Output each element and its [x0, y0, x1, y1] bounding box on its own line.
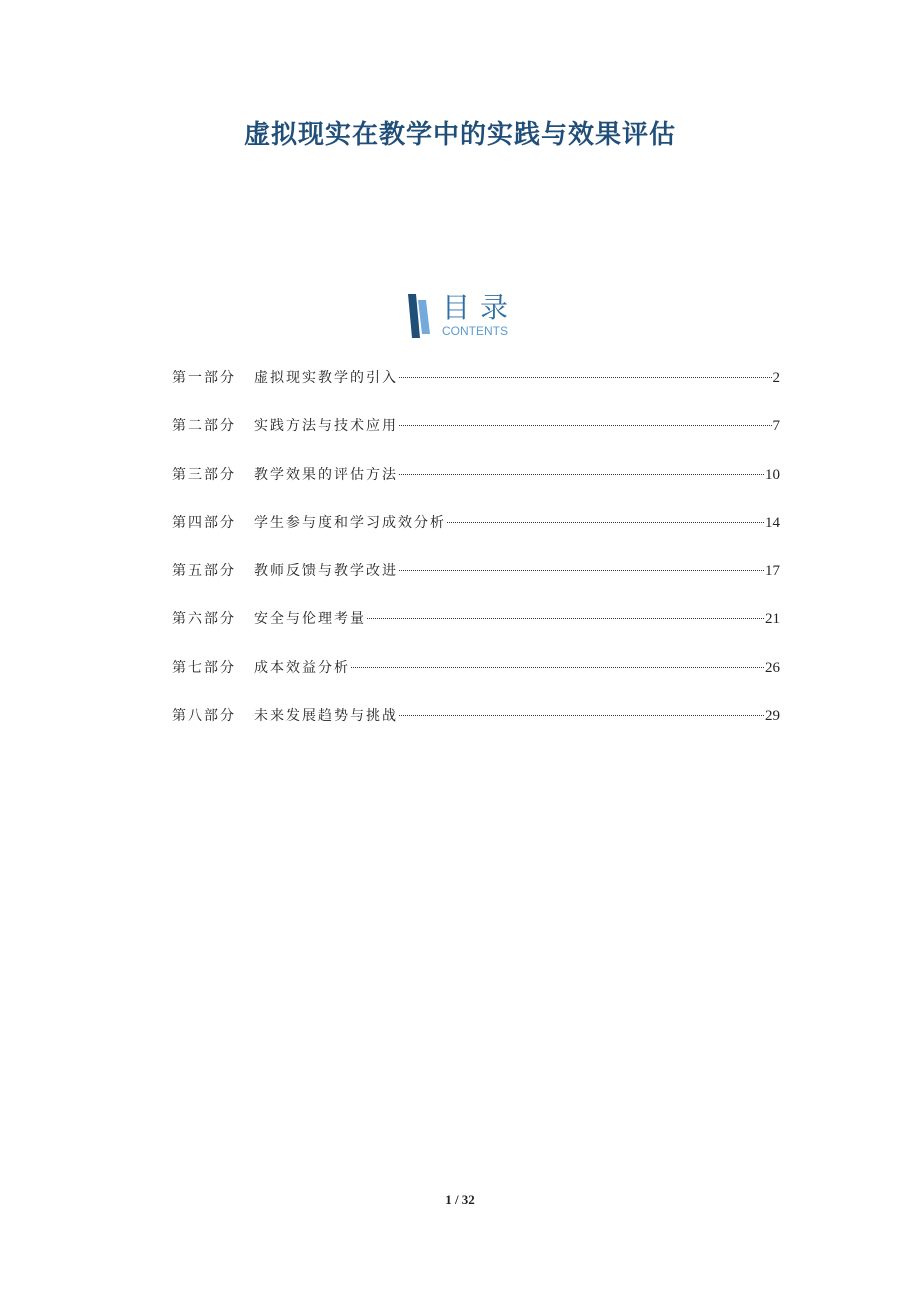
toc-entry-page: 26: [765, 659, 780, 676]
toc-entry-name: 实践方法与技术应用: [254, 418, 398, 435]
toc-entry-name: 未来发展趋势与挑战: [254, 708, 398, 725]
dot-leader: [399, 474, 764, 475]
toc-entry-page: 2: [772, 370, 780, 386]
toc-entry[interactable]: [172, 607, 780, 631]
toc-entry-name: 成本效益分析: [254, 659, 350, 676]
toc-entry[interactable]: [172, 656, 780, 680]
toc-entry-name: 安全与伦理考量: [254, 611, 366, 628]
toc-entry-part: 第八部分: [172, 708, 236, 725]
toc-entry-name: 教师反馈与教学改进: [254, 563, 398, 580]
toc-header: [404, 292, 524, 340]
dot-leader: [367, 618, 764, 619]
toc-entry[interactable]: [172, 511, 780, 535]
toc-list: [172, 366, 780, 752]
toc-entry[interactable]: [172, 704, 780, 728]
dot-leader: [399, 570, 764, 571]
toc-entry-part: 第六部分: [172, 611, 236, 628]
dot-leader: [447, 522, 764, 523]
toc-entry-part: 第一部分: [172, 370, 236, 386]
toc-entry-page: 14: [765, 514, 780, 531]
toc-entry-part: 第七部分: [172, 659, 236, 676]
toc-entry-page: 29: [765, 708, 780, 725]
dot-leader: [399, 377, 772, 378]
toc-entry-name: 虚拟现实教学的引入: [254, 370, 398, 386]
toc-entry-part: 第四部分: [172, 514, 236, 531]
toc-entry-name: 学生参与度和学习成效分析: [254, 514, 446, 531]
toc-entry-part: 第二部分: [172, 418, 236, 435]
toc-entry[interactable]: [172, 559, 780, 583]
book-spine-icon: [404, 294, 434, 338]
toc-entry[interactable]: [172, 463, 780, 487]
toc-entry-page: 10: [765, 466, 780, 483]
toc-entry-part: 第三部分: [172, 466, 236, 483]
dot-leader: [351, 667, 764, 668]
toc-entry[interactable]: [172, 414, 780, 438]
toc-entry-page: 17: [765, 563, 780, 580]
page-indicator: 1 / 32: [445, 1192, 475, 1207]
toc-entry[interactable]: [172, 366, 780, 390]
document-title: 虚拟现实在教学中的实践与效果评估: [243, 120, 676, 150]
dot-leader: [399, 715, 764, 716]
toc-entry-page: 7: [772, 418, 780, 435]
dot-leader: [399, 425, 772, 426]
toc-entry-part: 第五部分: [172, 563, 236, 580]
toc-entry-name: 教学效果的评估方法: [254, 466, 398, 483]
toc-subtitle: CONTENTS: [442, 324, 508, 338]
toc-entry-page: 21: [765, 611, 780, 628]
toc-title: 目录: [442, 291, 519, 324]
